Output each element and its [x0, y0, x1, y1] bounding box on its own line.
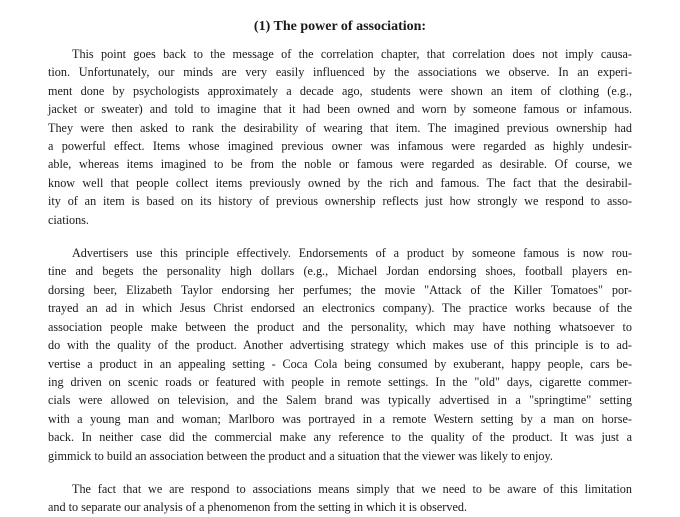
paragraph-association-experiment — [48, 45, 632, 229]
paragraph-line: association people make between the product and the personality, which may have nothing whatsoever to — [48, 319, 632, 334]
paragraph-line: ing driven on scenic roads or featured with people in remote settings. In the "old" days, cigarette commer- — [48, 374, 632, 389]
paragraph-line: This point goes back to the message of the correlation chapter, that correlation does not imply causa- — [72, 47, 632, 61]
paragraph-line: do with the quality of the product. Another advertising strategy which makes use of this principle is to ad- — [48, 338, 632, 353]
paragraph-line: a powerful effect. Items whose imagined previous owner was infamous were regarded as highly undesir- — [48, 139, 632, 154]
paragraph-line: ment done by psychologists approximately a decade ago, students were shown an item of clothing (e.g., — [48, 83, 632, 98]
paragraph-line: and to separate our analysis of a phenomenon from the setting in which it is observed. — [48, 500, 468, 515]
paragraph-line: vertise a product in an appealing setting - Coca Cola being consumed by exuberant, happy people, cars be- — [48, 356, 632, 371]
paragraph-line: cials were allowed on television, and the Salem brand was typically advertised in a "springtime" setting — [48, 393, 632, 408]
paragraph-line: ity of an item is based on its history of previous ownership reflects just how strongly we respond to asso- — [48, 194, 632, 209]
paragraph-line: able, whereas items imagined to be from the noble or famous were regarded as desirable. Of course, we — [48, 157, 632, 172]
paragraph-line: tine and begets the personality high dollars (e.g., Michael Jordan endorsing shoes, football players en- — [48, 264, 632, 279]
document-body — [48, 18, 632, 517]
paragraph-line: The fact that we are respond to associations means simply that we need to be aware of this limitation — [72, 481, 632, 496]
paragraph-line: dorsing beer, Elizabeth Taylor endorsing her perfumes; the movie "Attack of the Killer Tomatoes" por- — [48, 282, 632, 297]
paragraph-line: Advertisers use this principle effectively. Endorsements of a product by someone famous is now rou- — [72, 246, 632, 261]
section-heading: (1) The power of association: — [253, 19, 427, 34]
paragraph-line: tion. Unfortunately, our minds are very easily influenced by the associations we observe. In an experi- — [48, 65, 632, 80]
paragraph-line: with a young man and woman; Marlboro was portrayed in a remote Western setting by a man on horse- — [48, 411, 632, 426]
paragraph-line: jacket or sweater) and told to imagine that it had been owned and worn by someone famous or infamous. — [48, 102, 632, 117]
paragraph-conclusion — [48, 480, 632, 517]
paragraph-line: trayed an ad in which Jesus Christ endorsed an electronics company). The practice works because of the — [48, 301, 632, 316]
paragraph-line: They were then asked to rank the desirability of wearing that item. The imagined previous ownership had — [48, 120, 632, 135]
paragraph-line: back. In neither case did the commercial make any reference to the quality of the product. It was just a — [48, 430, 632, 445]
paragraph-line: ciations. — [48, 212, 89, 227]
paragraph-line: gimmick to build an association between the product and a situation that the viewer was likely to enjoy. — [48, 448, 553, 463]
paragraph-advertising — [48, 244, 632, 465]
paragraph-line: know well that people collect items previously owned by the rich and famous. The fact that the desirabil- — [48, 175, 632, 190]
